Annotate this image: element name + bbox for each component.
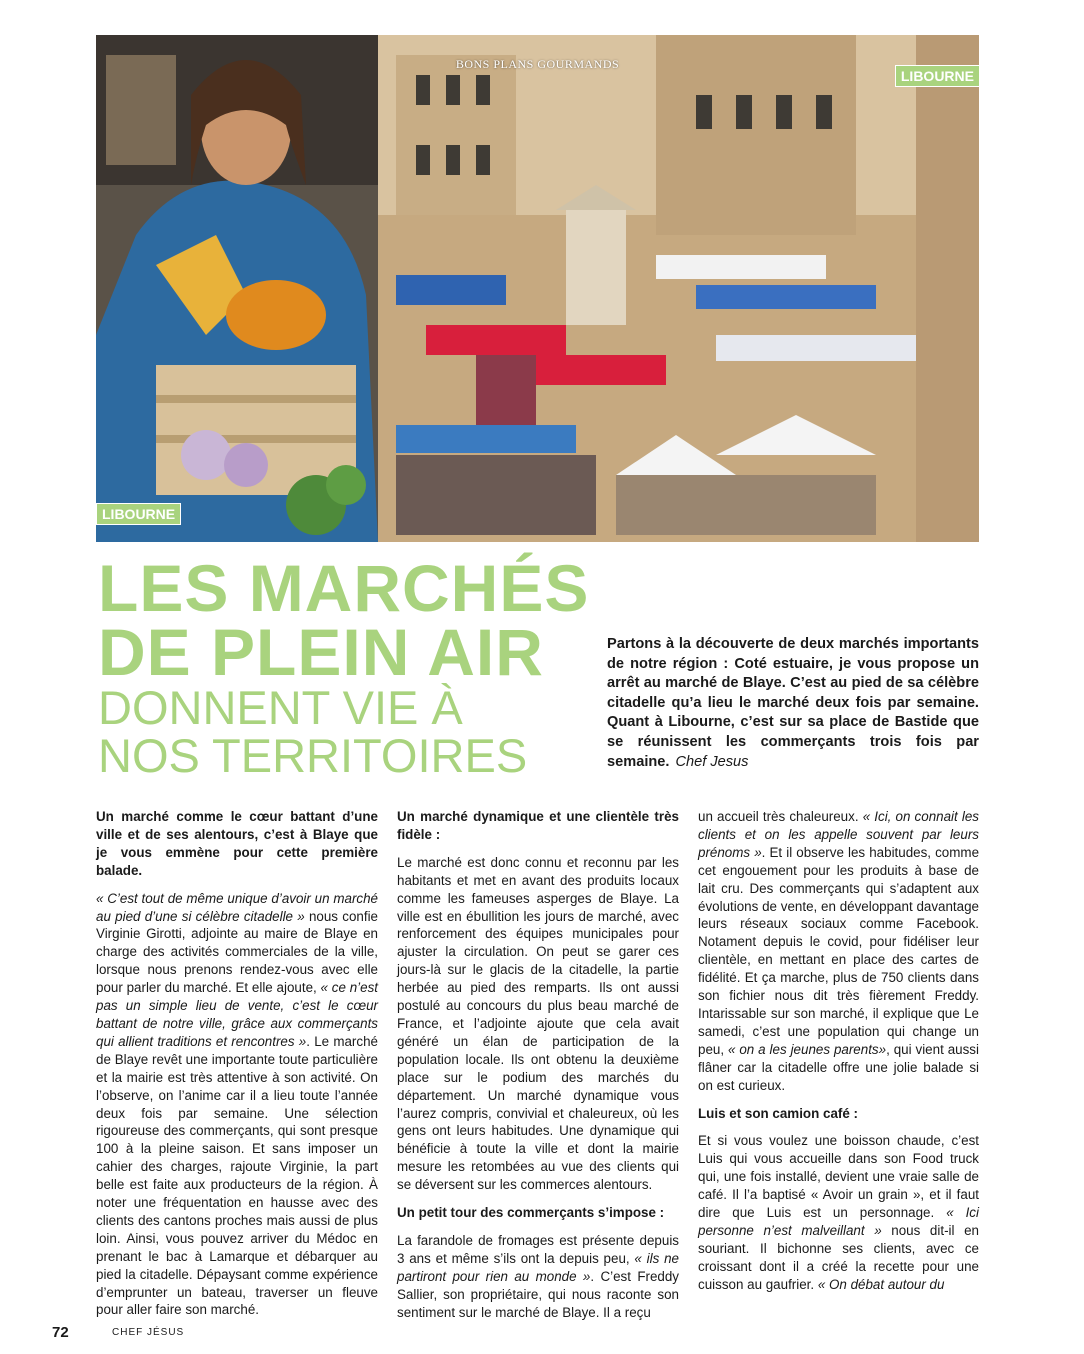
quote: « Ici, on connait les clients et on les appelle souvent par leurs prénoms » bbox=[698, 809, 979, 860]
article-column-3 bbox=[698, 808, 979, 1304]
section-label: BONS PLANS GOURMANDS bbox=[455, 57, 620, 71]
text: La farandole de fromages est présente depuis 3 ans et même s’ils ont la depuis peu, bbox=[397, 1232, 679, 1266]
quote: « C’est tout de même unique d’avoir un marché au pied d’une si célèbre citadelle » bbox=[96, 890, 378, 924]
headline-line-1: LES MARCHÉS bbox=[98, 551, 590, 625]
text: Et si vous voulez une boisson chaude, c’est Luis qui vous accueille dans son Food truck qui, une fois installé, devient une vraie salle de café. Il l’a baptisé « Avoir un grain », et il faut dire que Luis est un personnage. bbox=[698, 1133, 979, 1221]
text: , qui vient aussi flâner car la citadelle offre une jolie balade si on est curieux. bbox=[698, 1041, 979, 1093]
body-paragraph bbox=[96, 890, 378, 1320]
subheading: Un petit tour des commerçants s’impose : bbox=[397, 1205, 665, 1221]
text: un accueil très chaleureux. bbox=[698, 809, 863, 824]
location-tag-top: LIBOURNE bbox=[895, 65, 979, 87]
lead-paragraph bbox=[607, 635, 979, 772]
text: nous dit-il en souriant. Il bichonne ses clients, avec ce croissant dont il a créé la recette pour une cuisson au gaufrier. bbox=[698, 1222, 979, 1292]
lead-text: Partons à la découverte de deux marchés importants de notre région : Coté estuaire, je vous propose un arrêt au marché de Blaye. C’est au pied de sa célèbre citadelle qu’a lieu le marché deux fois par semaine. Quant à Libourne, c’est sur sa place de Bastide que se réunissent les commerçants trois fois par semaine. bbox=[607, 636, 979, 770]
article-column-1 bbox=[96, 808, 378, 1329]
text: . Le marché de Blaye revêt une importante toute particulière et la mairie est très attentive à son activité. On l’observe, on l’anime car il a lieu toute l’année deux fois par semaine. Une sélection rigoureuse des commerçants, qui sont presque 100 à la pleine saison. Et sans imposer un cahier des charges, rajoute Virginie, la part belle est faite aux producteurs de la région. À noter une fréquentation en hausse avec des clients des cantons proches mais aussi de plus loin. Ainsi, vous pouvez arriver du Médoc en prenant le bac à Lamarque et débarquer au pied la citadelle. Dépaysant comme expérience d’emprunter un bateau, traverser un fleuve pour aller faire son marché. bbox=[96, 1033, 378, 1318]
quote: « ils ne partiront pour rien au monde » bbox=[397, 1250, 679, 1284]
intro-paragraph: Un marché comme le cœur battant d’une ville et de ses alentours, c’est à Blaye que je vous emmène pour cette première balade. bbox=[96, 809, 378, 878]
market-illustration bbox=[96, 35, 979, 542]
body-paragraph: Le marché est donc connu et reconnu par les habitants et met en avant des produits locaux comme les fameuses asperges de Blaye. La ville est en ébullition les jours de marché, avec renforcement des équipes municipales pour ajuster la circulation. On peut se garer ces jours-là sur le glacis de la citadelle, la partie herbée au pied des remparts. Ils ont aussi postulé au concours du plus beau marché de France, et l’adjointe ajoute que cela avait généré un élan de participation de la population locale. Ils ont obtenu la deuxième place sur le podium des marchés du département. Un marché dynamique vous l’aurez compris, convivial et chaleureux, où les gens ont leurs habitudes. Une dynamique qui bénéficie à toute la ville et dont la mairie mesure les retombées au vue des clients qui se déversent sur les commerces alentours. bbox=[397, 854, 679, 1193]
hero-photo bbox=[96, 35, 979, 542]
quote: « on a les jeunes parents» bbox=[727, 1041, 887, 1057]
quote: « ce n’est pas un simple lieu de vente, c’est le cœur battant de notre ville, grâce aux commerçants qui allient traditions et rencontres » bbox=[96, 980, 378, 1049]
magazine-brand: CHEF JÉSUS bbox=[112, 1327, 185, 1338]
body-paragraph bbox=[397, 1232, 679, 1322]
headline bbox=[98, 551, 658, 782]
headline-line-4: NOS TERRITOIRES bbox=[98, 729, 528, 782]
headline-line-3: DONNENT VIE À bbox=[98, 681, 463, 734]
lead-author: Chef Jesus bbox=[675, 753, 749, 770]
subheading: Un marché dynamique et une clientèle très fidèle : bbox=[397, 809, 679, 842]
article-column-2 bbox=[397, 808, 679, 1331]
subheading: Luis et son camion café : bbox=[698, 1105, 858, 1121]
text: nous confie Virginie Girotti, adjointe au maire de Blaye en charge des activités commerciales de la ville, lorsque nous prenons rendez-vous avec elle pour parler du marché. Et elle ajoute, bbox=[96, 908, 378, 996]
quote: « Ici personne n’est malveillant » bbox=[698, 1205, 979, 1238]
text: . Et il observe les habitudes, comme cet engouement pour les produits à base de lait cru. Des commerçants qui s’adaptent aux évolutions de vente, en développant davantage leurs réseaux sociaux comme Facebook. Notament depuis le covid, pour fidéliser leur clientèle, en mettant en place des cartes de fidélité. Et ça marche, plus de 750 clients dans son fichier nous dit très fièrement Freddy. Intarissable sur son marché, il explique que Le samedi, c’est une population qui change un peu, bbox=[698, 844, 980, 1057]
text: . C’est Freddy Sallier, son propriétaire, qui nous raconte son sentiment sur le marché de Blaye. Il a reçu bbox=[397, 1268, 679, 1320]
page-number: 72 bbox=[52, 1324, 69, 1341]
quote: « On débat autour du bbox=[817, 1276, 945, 1292]
headline-line-2: DE PLEIN AIR bbox=[98, 615, 544, 689]
body-paragraph bbox=[698, 1132, 979, 1293]
location-tag-bottom: LIBOURNE bbox=[96, 503, 181, 525]
body-paragraph bbox=[698, 808, 979, 1095]
